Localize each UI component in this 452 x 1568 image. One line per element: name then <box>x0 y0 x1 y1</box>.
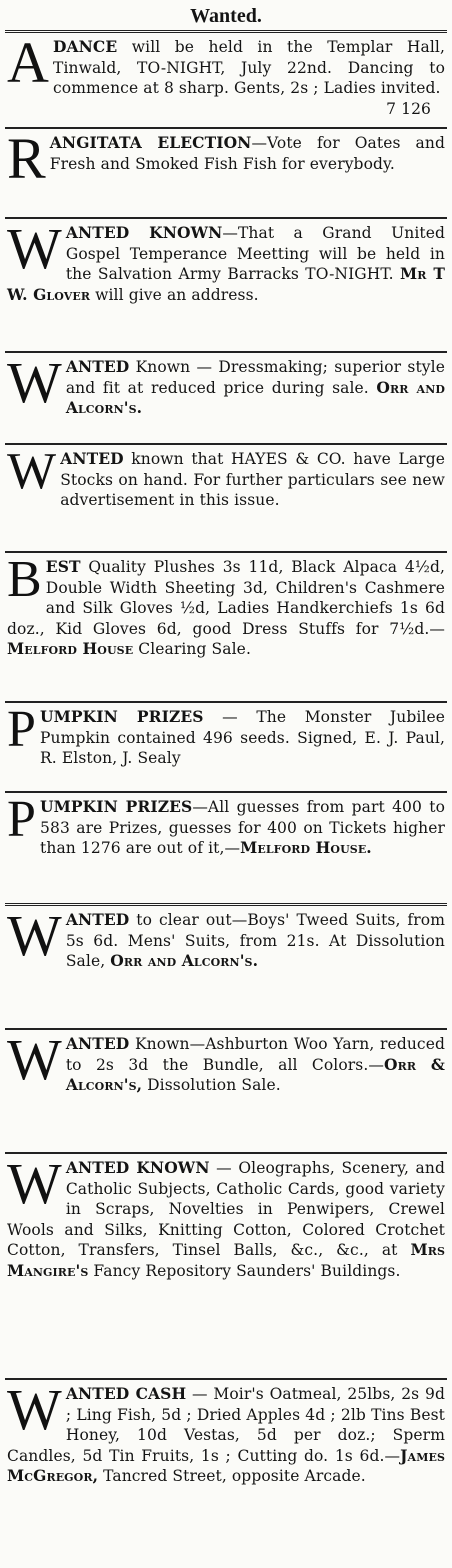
ad-body-2: Fancy Repository Saunders' Buildings. <box>88 1261 401 1280</box>
drop-cap: W <box>7 353 62 415</box>
ad-tail: 7 126 <box>386 99 431 118</box>
ad-lead: EST <box>45 557 81 576</box>
ad-body: —Vote for Oates and Fresh and Smoked Fish Fish for everybody. <box>49 134 445 173</box>
ad-temperance <box>5 219 447 351</box>
drop-cap: B <box>7 553 42 608</box>
drop-cap: W <box>7 1030 62 1092</box>
drop-cap: W <box>7 906 62 968</box>
ad-body-2: Dissolution Sale. <box>142 1076 281 1094</box>
ad-lead: UMPKIN PRIZES <box>40 797 193 816</box>
ad-body-2: will give an address. <box>90 285 259 304</box>
ad-name: Mrs Mangire's <box>7 1240 445 1280</box>
ad-name: Orr and Alcorn's. <box>110 951 259 970</box>
ad-lead: DANCE <box>53 37 118 56</box>
ad-lead: ANTED CASH <box>65 1384 187 1403</box>
ad-dressmaking <box>5 353 447 443</box>
ad-body: will be held in the Templar Hall, Tinwald, TO-NIGHT, July 22nd. Dancing to commence at 8 sharp. Gents, 2s ; Ladies invited. <box>53 38 445 97</box>
ad-lead: ANTED <box>65 357 130 376</box>
ad-pumpkin-1 <box>5 703 447 791</box>
ad-body-2: Clearing Sale. <box>133 640 251 658</box>
ad-body: Known — Dressmaking; superior style and fit at reduced price during sale. <box>65 358 445 397</box>
drop-cap: R <box>7 129 46 191</box>
ad-name: Mr T W. Glover <box>7 264 445 304</box>
ad-name: Melford House. <box>240 838 372 857</box>
ad-body: to clear out—Boys' Tweed Suits, from 5s 6d. Mens' Suits, from 21s. At Dissolution Sale, <box>65 911 445 970</box>
ad-name: Orr and Alcorn's. <box>65 377 445 417</box>
ad-body-2: Tancred Street, opposite Arcade. <box>98 1467 366 1485</box>
ad-body: — The Monster Jubilee Pumpkin contained 496 seeds. Signed, E. J. Paul, R. Elston, J. Sealy <box>40 708 446 767</box>
ad-lead: UMPKIN PRIZES <box>40 707 204 726</box>
section-title: Wanted. <box>190 5 262 27</box>
drop-cap: W <box>7 445 57 500</box>
ad-hayes <box>5 445 447 551</box>
ad-lead: ANTED <box>65 910 130 929</box>
ad-body: Quality Plushes 3s 11d, Black Alpaca 4½d, Double Width Sheeting 3d, Children's Cashmere and Silk Gloves ½d, Ladies Handkerchiefs 1s 6d doz., Kid Gloves 6d, good Dress Stuffs for 7½d.— <box>7 558 445 638</box>
ad-body: — Oleographs, Scenery, and Catholic Subjects, Catholic Cards, good variety in Scraps, Novelties in Penwipers, Crewel Wools and Silks, Knitting Cotton, Colored Crotchet Cotton, Transfers, Tinsel Balls, &c., &c., at <box>7 1159 445 1259</box>
ad-lead: ANTED <box>60 449 124 468</box>
drop-cap: W <box>7 1380 62 1442</box>
ad-body: —That a Grand United Gospel Temperance Meetting will be held in the Salvation Army Barracks TO-NIGHT. <box>65 224 445 283</box>
ad-body: — Moir's Oatmeal, 25lbs, 2s 9d ; Ling Fish, 5d ; Dried Apples 4d ; 2lb Tins Best Honey, 10d Vestas, 5d per doz.; Sperm Candles, 5d Tin Fruits, 1s ; Cutting do. 1s 6d.— <box>7 1385 445 1465</box>
ad-suits <box>5 906 447 1028</box>
ad-body: —All guesses from part 400 to 583 are Prizes, guesses for 400 on Tickets higher than 1276 are out of it,— <box>40 798 445 857</box>
drop-cap: P <box>7 703 37 758</box>
ad-cash <box>5 1380 447 1568</box>
drop-cap: P <box>7 793 37 848</box>
ad-pumpkin-2 <box>5 793 447 903</box>
ad-name: Orr & Alcorn's, <box>65 1054 445 1094</box>
ad-name: Melford House <box>7 639 134 658</box>
ad-name: James McGregor, <box>7 1445 445 1485</box>
ad-oleographs <box>5 1154 447 1378</box>
drop-cap: W <box>7 219 62 281</box>
drop-cap: W <box>7 1154 62 1216</box>
ad-lead: ANGITATA ELECTION <box>49 133 252 152</box>
drop-cap: A <box>7 33 49 95</box>
ad-dance <box>5 33 447 127</box>
ad-yarn <box>5 1030 447 1152</box>
ad-body: known that HAYES & CO. have Large Stocks on hand. For further particulars see new advertisement in this issue. <box>60 450 445 509</box>
ad-lead: ANTED KNOWN <box>65 1158 210 1177</box>
ad-lead: ANTED KNOWN <box>65 223 223 242</box>
ad-plushes <box>5 553 447 701</box>
ad-election <box>5 129 447 217</box>
ad-lead: ANTED <box>65 1034 130 1053</box>
ad-body: Known—Ashburton Woo Yarn, reduced to 2s 3d the Bundle, all Colors.— <box>65 1035 445 1074</box>
